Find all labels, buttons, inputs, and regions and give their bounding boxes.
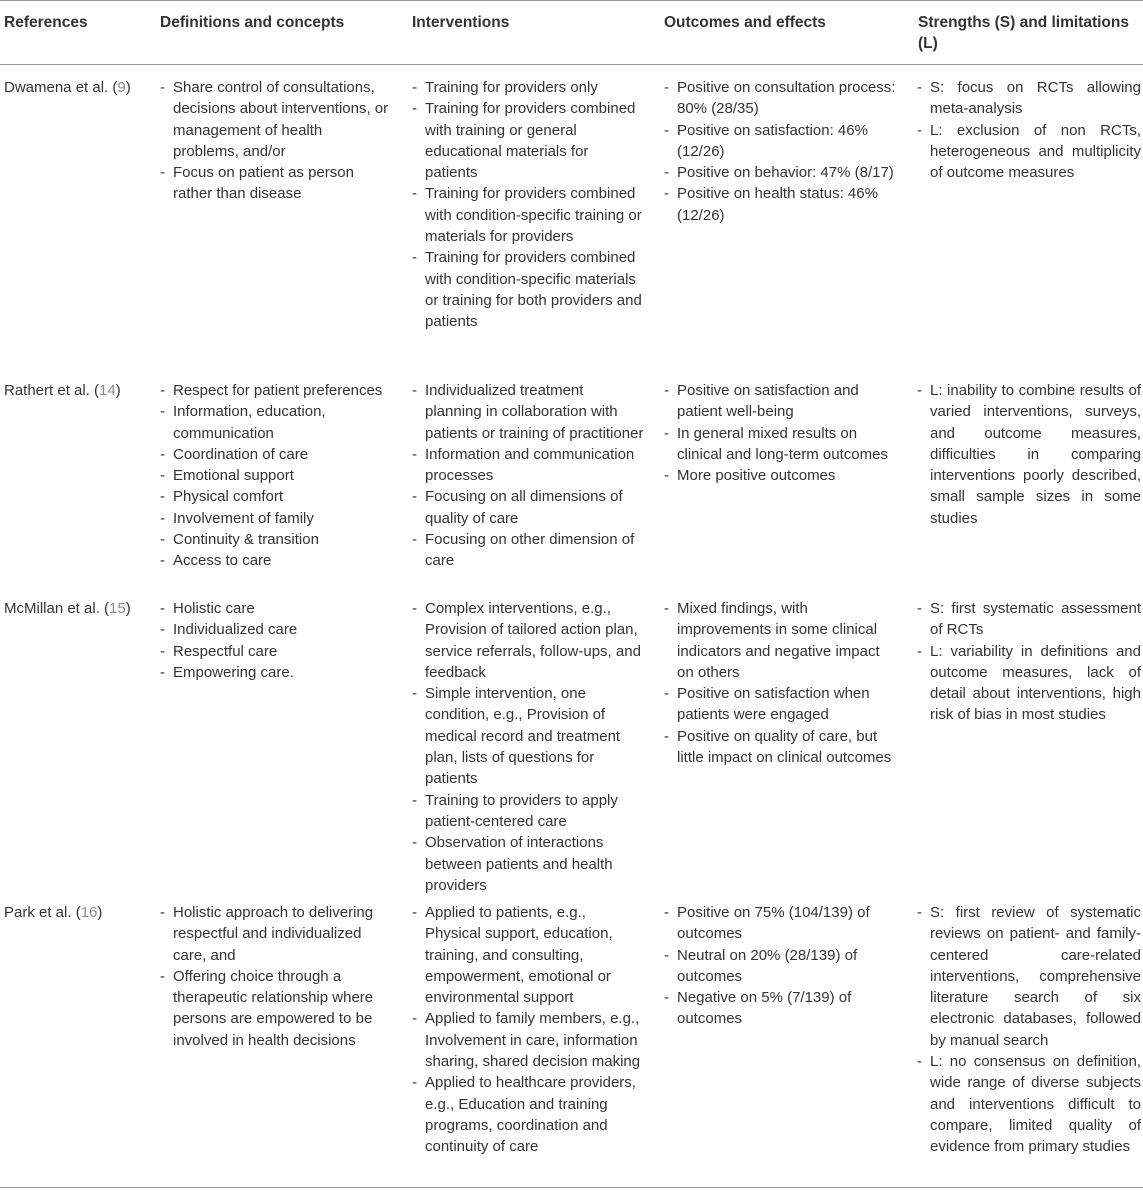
list-item (412, 902, 644, 1008)
list-item-text: More positive outcomes (677, 467, 836, 485)
list-item (412, 598, 644, 683)
list-item (160, 598, 392, 619)
outcomes-list (664, 598, 896, 768)
dash-bullet: - (412, 1010, 417, 1028)
header-strengths: Strengths (S) and limitations (L) (918, 14, 1129, 52)
list-item (664, 726, 896, 769)
dash-bullet: - (160, 600, 165, 617)
list-item (917, 641, 1141, 726)
dash-bullet: - (160, 488, 165, 506)
table-bottom-rule (0, 1187, 1143, 1188)
dash-bullet: - (917, 904, 922, 921)
list-item (664, 380, 896, 423)
list-item-text: L: exclusion of non RCTs, heterogeneous and multiplicity of outcome measures (930, 121, 1141, 182)
list-item (917, 120, 1141, 184)
dash-bullet: - (412, 185, 417, 203)
dash-bullet: - (160, 445, 165, 463)
list-item (160, 401, 392, 444)
dash-bullet: - (917, 79, 922, 96)
dash-bullet: - (412, 382, 417, 399)
dash-bullet: - (917, 600, 922, 617)
dash-bullet: - (160, 531, 165, 549)
dash-bullet: - (160, 467, 165, 485)
reference-close: ) (125, 79, 131, 96)
list-item-text: Positive on satisfaction: 46% (12/26) (677, 121, 868, 160)
outcomes-list (664, 902, 896, 1030)
list-item (664, 987, 896, 1030)
list-item (412, 790, 644, 833)
list-item (664, 120, 896, 163)
dash-bullet: - (412, 488, 417, 506)
list-item (160, 966, 392, 1051)
list-item (664, 598, 896, 683)
definitions-cell (160, 902, 392, 1051)
list-item (160, 465, 392, 486)
dash-bullet: - (412, 445, 417, 463)
list-item-text: Involvement of family (173, 509, 314, 527)
list-item-text: Negative on 5% (7/139) of outcomes (677, 989, 852, 1028)
dash-bullet: - (664, 685, 669, 703)
list-item-text: Information, education, communication (173, 403, 326, 442)
list-item-text: In general mixed results on clinical and long-term outcomes (677, 424, 888, 463)
list-item (664, 77, 896, 120)
list-item (160, 486, 392, 507)
interventions-list (412, 598, 644, 896)
list-item (664, 465, 896, 486)
list-item (412, 247, 644, 332)
dash-bullet: - (664, 904, 669, 921)
table-header-row (0, 12, 1143, 64)
strengths-list (917, 598, 1141, 726)
reference-cell (4, 77, 154, 98)
list-item (412, 1008, 644, 1072)
dash-bullet: - (160, 164, 165, 182)
list-item (917, 598, 1141, 641)
list-item (412, 832, 644, 896)
outcomes-cell (664, 902, 896, 1030)
list-item (160, 77, 392, 162)
list-item (664, 183, 896, 226)
reference-author: McMillan et al. ( (4, 600, 110, 617)
outcomes-list (664, 77, 896, 226)
reference-author: Dwamena et al. ( (4, 79, 118, 96)
list-item-text: Emotional support (173, 467, 294, 485)
list-item-text: Training for providers combined with condition-specific materials or training for both providers and patients (425, 249, 642, 331)
interventions-list (412, 380, 644, 572)
list-item (664, 423, 896, 466)
list-item-text: Respect for patient preferences (173, 382, 383, 399)
list-item-text: Positive on satisfaction when patients were engaged (677, 685, 870, 724)
interventions-cell (412, 902, 644, 1158)
list-item-text: Training for providers combined with condition-specific training or materials for providers (425, 185, 642, 246)
list-item-text: Applied to healthcare providers, e.g., Education and training programs, coordination and continuity of care (425, 1074, 636, 1156)
list-item-text: Training to providers to apply patient-centered care (425, 791, 618, 830)
definitions-list (160, 380, 392, 572)
list-item-text: S: first review of systematic reviews on patient- and family-centered care-related interventions, comprehensive literature search of six electronic databases, followed by manual search (930, 904, 1141, 1049)
list-item (160, 162, 392, 205)
list-item (664, 902, 896, 945)
dash-bullet: - (664, 382, 669, 399)
dash-bullet: - (412, 79, 417, 96)
list-item-text: Simple intervention, one condition, e.g., Provision of medical record and treatment plan, lists of questions for patients (425, 685, 621, 788)
reference-close: ) (115, 382, 121, 399)
dash-bullet: - (412, 904, 417, 921)
dash-bullet: - (664, 79, 669, 96)
list-item-text: L: variability in definitions and outcome measures, lack of detail about interventions, high risk of bias in most studies (930, 642, 1141, 724)
list-item-text: Focusing on other dimension of care (425, 531, 635, 570)
list-item-text: Focus on patient as person rather than disease (173, 164, 354, 203)
dash-bullet: - (917, 121, 922, 139)
reference-close: ) (97, 904, 103, 921)
dash-bullet: - (412, 791, 417, 809)
list-item (412, 183, 644, 247)
reference-cell (4, 380, 154, 401)
list-item (412, 98, 644, 183)
reference-number: 9 (117, 79, 126, 96)
list-item-text: Coordination of care (173, 445, 309, 463)
list-item-text: Holistic approach to delivering respectful and individualized care, and (173, 904, 374, 964)
definitions-cell (160, 77, 392, 205)
strengths-list (917, 902, 1141, 1158)
list-item-text: Focusing on all dimensions of quality of care (425, 488, 623, 527)
list-item-text: Individualized treatment planning in collaboration with patients or training of practitioner (425, 382, 644, 442)
list-item (412, 444, 644, 487)
list-item (412, 529, 644, 572)
definitions-list (160, 77, 392, 205)
list-item-text: Neutral on 20% (28/139) of outcomes (677, 946, 858, 985)
reference-number: 14 (99, 382, 116, 399)
list-item-text: Training for providers combined with training or general educational materials for patients (425, 100, 636, 182)
list-item-text: Respectful care (173, 642, 278, 660)
dash-bullet: - (664, 424, 669, 442)
dash-bullet: - (664, 185, 669, 203)
list-item-text: Offering choice through a therapeutic relationship where persons are empowered to be involved in health decisions (173, 967, 374, 1049)
dash-bullet: - (412, 600, 417, 617)
strengths-list (917, 380, 1141, 529)
dash-bullet: - (412, 249, 417, 267)
list-item-text: S: focus on RCTs allowing meta-analysis (930, 79, 1141, 118)
dash-bullet: - (917, 1053, 922, 1071)
dash-bullet: - (412, 1074, 417, 1092)
dash-bullet: - (664, 946, 669, 964)
dash-bullet: - (664, 727, 669, 745)
dash-bullet: - (412, 531, 417, 549)
list-item-text: Positive on consultation process: 80% (28/35) (677, 79, 896, 118)
list-item-text: Access to care (173, 552, 272, 570)
dash-bullet: - (160, 967, 165, 985)
definitions-list (160, 598, 392, 683)
list-item (160, 662, 392, 683)
header-references: References (4, 14, 88, 31)
dash-bullet: - (160, 509, 165, 527)
list-item (412, 683, 644, 789)
table-top-rule (0, 0, 1143, 1)
list-item-text: Holistic care (173, 600, 255, 617)
dash-bullet: - (160, 904, 165, 921)
outcomes-list (664, 380, 896, 486)
outcomes-cell (664, 598, 896, 768)
list-item (160, 508, 392, 529)
list-item-text: Physical comfort (173, 488, 284, 506)
dash-bullet: - (412, 685, 417, 703)
strengths-cell (917, 902, 1141, 1158)
list-item-text: Positive on health status: 46% (12/26) (677, 185, 878, 224)
list-item (412, 1072, 644, 1157)
header-outcomes: Outcomes and effects (664, 14, 826, 31)
list-item-text: Continuity & transition (173, 531, 319, 549)
list-item (664, 945, 896, 988)
list-item (160, 550, 392, 571)
list-item-text: Training for providers only (425, 79, 598, 96)
list-item (917, 902, 1141, 1051)
dash-bullet: - (160, 621, 165, 639)
list-item-text: Mixed findings, with improvements in some clinical indicators and negative impact on others (677, 600, 880, 681)
list-item-text: Applied to family members, e.g., Involvement in care, information sharing, shared decision making (425, 1010, 641, 1071)
list-item (412, 486, 644, 529)
list-item (664, 162, 896, 183)
dash-bullet: - (160, 663, 165, 681)
reference-author: Park et al. ( (4, 904, 81, 921)
interventions-cell (412, 380, 644, 572)
list-item (664, 683, 896, 726)
reference-cell (4, 598, 154, 619)
definitions-list (160, 902, 392, 1051)
header-interventions: Interventions (412, 14, 510, 31)
dash-bullet: - (160, 403, 165, 421)
dash-bullet: - (160, 642, 165, 660)
list-item (412, 380, 644, 444)
dash-bullet: - (412, 834, 417, 852)
strengths-list (917, 77, 1141, 183)
list-item (160, 380, 392, 401)
reference-cell (4, 902, 154, 923)
reference-number: 16 (80, 904, 98, 921)
dash-bullet: - (917, 642, 922, 660)
interventions-list (412, 902, 644, 1158)
reference-number: 15 (109, 600, 126, 617)
list-item-text: Positive on quality of care, but little impact on clinical outcomes (677, 727, 892, 767)
list-item-text: Positive on behavior: 47% (8/17) (677, 164, 894, 182)
list-item-text: Individualized care (173, 621, 298, 639)
list-item (160, 619, 392, 640)
list-item-text: Observation of interactions between patients and health providers (425, 834, 613, 894)
list-item-text: Positive on satisfaction and patient well-being (677, 382, 859, 421)
list-item (917, 77, 1141, 120)
strengths-cell (917, 380, 1141, 529)
dash-bullet: - (664, 121, 669, 139)
reference-close: ) (125, 600, 131, 617)
header-definitions: Definitions and concepts (160, 14, 345, 31)
dash-bullet: - (917, 382, 922, 399)
interventions-cell (412, 598, 644, 896)
table-header-rule (0, 64, 1143, 65)
dash-bullet: - (664, 164, 669, 182)
list-item-text: L: inability to combine results of varied interventions, surveys, and outcome measures, difficulties in comparing interventions poorly described, small sample sizes in some studies (930, 382, 1141, 527)
list-item-text: Positive on 75% (104/139) of outcomes (677, 904, 870, 943)
list-item (160, 444, 392, 465)
list-item (412, 77, 644, 98)
dash-bullet: - (412, 100, 417, 118)
list-item-text: S: first systematic assessment of RCTs (930, 600, 1141, 639)
list-item-text: Applied to patients, e.g., Physical support, education, training, and consulting, empowerment, emotional or environmental support (425, 904, 613, 1007)
dash-bullet: - (160, 79, 165, 96)
dash-bullet: - (160, 552, 165, 570)
outcomes-cell (664, 77, 896, 226)
interventions-cell (412, 77, 644, 333)
list-item-text: Information and communication processes (425, 445, 635, 485)
dash-bullet: - (664, 467, 669, 485)
list-item (917, 1051, 1141, 1157)
definitions-cell (160, 598, 392, 683)
list-item-text: Empowering care. (173, 663, 294, 681)
list-item (160, 529, 392, 550)
list-item-text: Share control of consultations, decisions about interventions, or management of health problems, and/or (173, 79, 389, 160)
list-item (917, 380, 1141, 529)
dash-bullet: - (160, 382, 165, 399)
list-item-text: Complex interventions, e.g., Provision of tailored action plan, service referrals, follow-ups, and feedback (425, 600, 641, 681)
list-item-text: L: no consensus on definition, wide range of diverse subjects and interventions difficult to compare, limited quality of evidence from primary studies (930, 1053, 1141, 1156)
outcomes-cell (664, 380, 896, 486)
reference-author: Rathert et al. ( (4, 382, 100, 399)
strengths-cell (917, 598, 1141, 726)
dash-bullet: - (664, 600, 669, 617)
dash-bullet: - (664, 989, 669, 1007)
list-item (160, 902, 392, 966)
interventions-list (412, 77, 644, 333)
definitions-cell (160, 380, 392, 572)
list-item (160, 641, 392, 662)
strengths-cell (917, 77, 1141, 183)
